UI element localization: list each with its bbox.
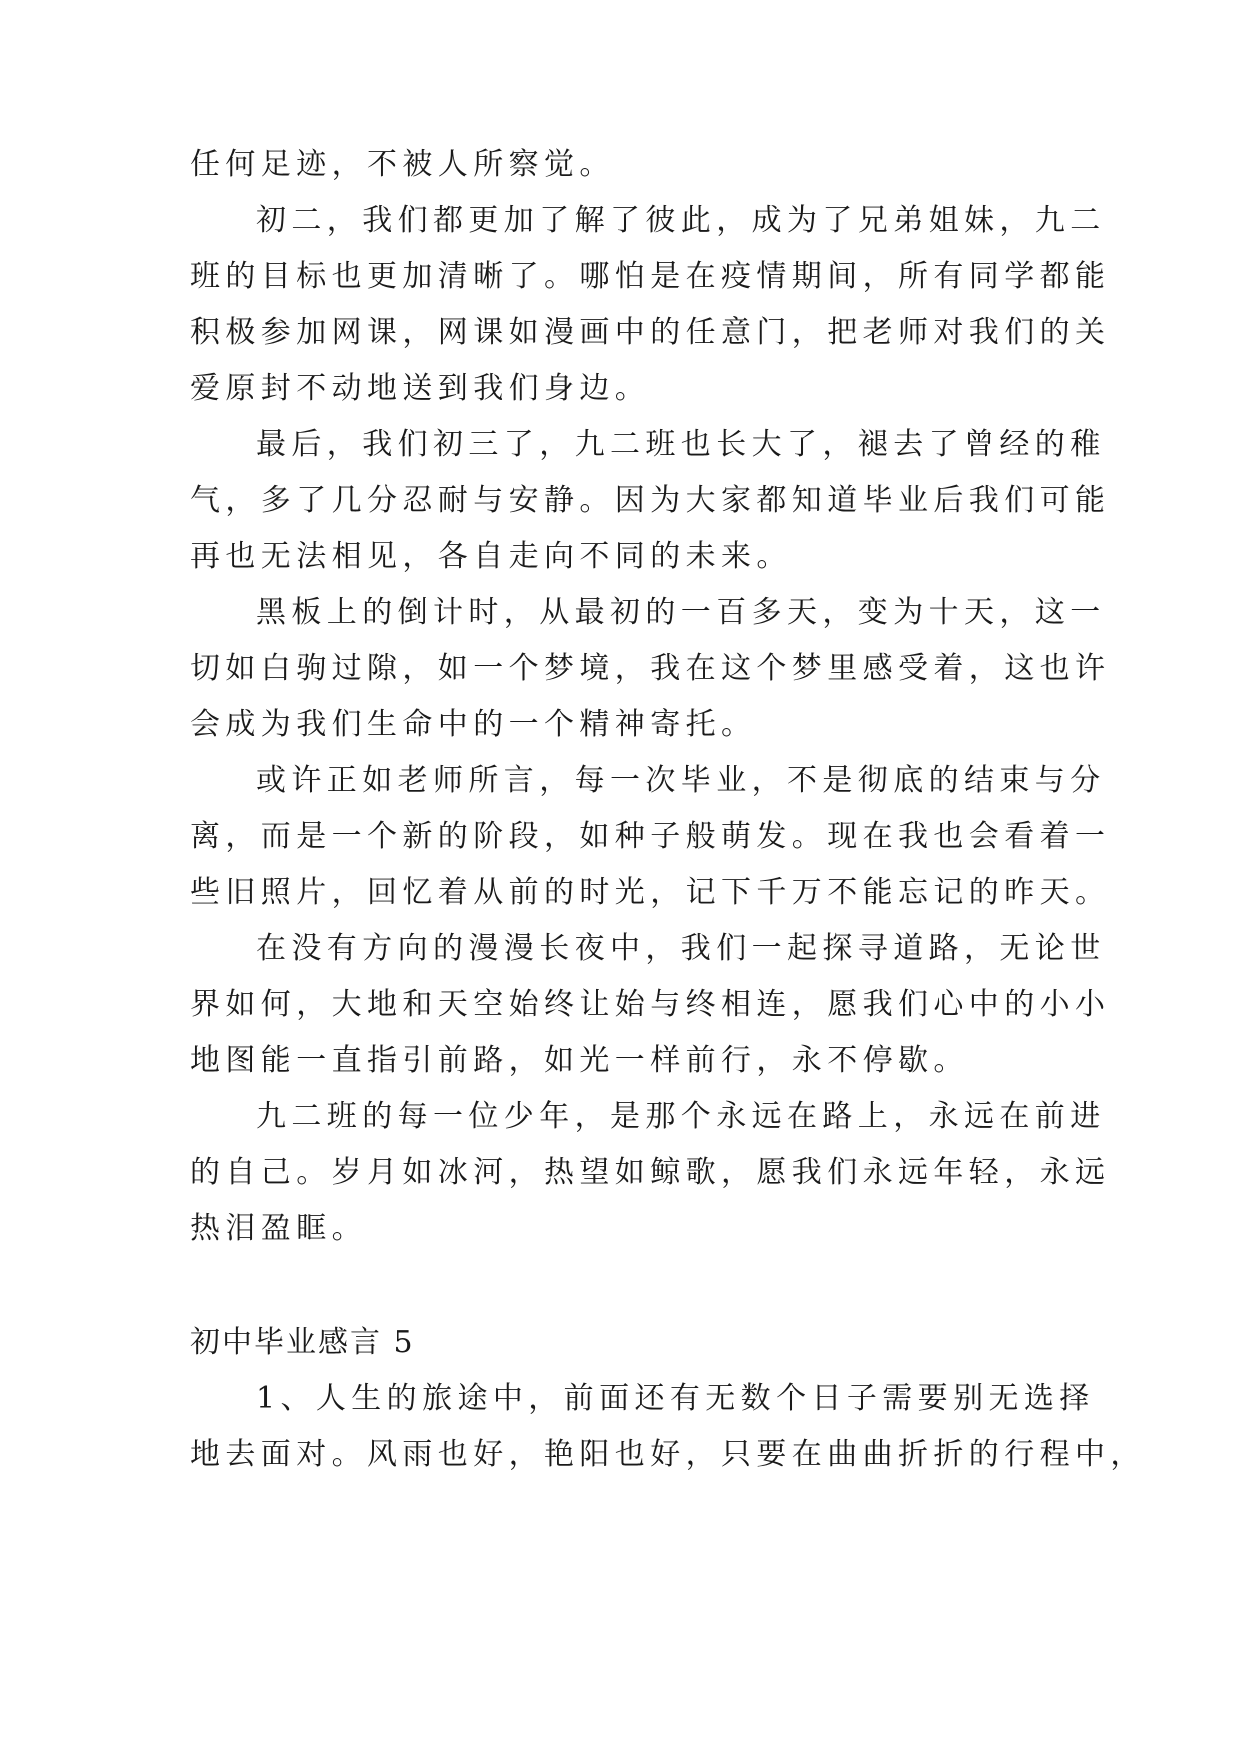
- text-line: 九二班的每一位少年，是那个永远在路上，永远在前进: [256, 1099, 1106, 1134]
- text-line: 任何足迹，不被人所察觉。: [190, 147, 615, 182]
- text-line: 在没有方向的漫漫长夜中，我们一起探寻道路，无论世: [256, 931, 1106, 966]
- text-line: 些旧照片，回忆着从前的时光，记下千万不能忘记的昨天。: [190, 875, 1111, 910]
- text-line: 切如白驹过隙，如一个梦境，我在这个梦里感受着，这也许: [190, 651, 1111, 686]
- text-line: 初二，我们都更加了解了彼此，成为了兄弟姐妹，九二: [256, 203, 1106, 238]
- text-line: 再也无法相见，各自走向不同的未来。: [190, 539, 792, 574]
- text-line: 热泪盈眶。: [190, 1211, 367, 1246]
- text-line: 或许正如老师所言，每一次毕业，不是彻底的结束与分: [256, 763, 1106, 798]
- text-line: 地图能一直指引前路，如光一样前行，永不停歇。: [190, 1043, 969, 1078]
- text-line: 界如何，大地和天空始终让始与终相连，愿我们心中的小小: [190, 987, 1111, 1022]
- text-line: 会成为我们生命中的一个精神寄托。: [190, 707, 757, 742]
- section-heading: 初中毕业感言 5: [190, 1325, 415, 1360]
- text-line: 积极参加网课，网课如漫画中的任意门，把老师对我们的关: [190, 315, 1111, 350]
- text-line: 爱原封不动地送到我们身边。: [190, 371, 651, 406]
- text-line: 1、人生的旅途中，前面还有无数个日子需要别无选择: [256, 1381, 1095, 1416]
- text-line: 班的目标也更加清晰了。哪怕是在疫情期间，所有同学都能: [190, 259, 1111, 294]
- text-line: 气，多了几分忍耐与安静。因为大家都知道毕业后我们可能: [190, 483, 1111, 518]
- text-line: 最后，我们初三了，九二班也长大了，褪去了曾经的稚: [256, 427, 1106, 462]
- text-line: 地去面对。风雨也好，艳阳也好，只要在曲曲折折的行程中，: [190, 1437, 1146, 1472]
- text-line: 黑板上的倒计时，从最初的一百多天，变为十天，这一: [256, 595, 1106, 630]
- text-line: 的自己。岁月如冰河，热望如鲸歌，愿我们永远年轻，永远: [190, 1155, 1111, 1190]
- text-line: 离，而是一个新的阶段，如种子般萌发。现在我也会看着一: [190, 819, 1111, 854]
